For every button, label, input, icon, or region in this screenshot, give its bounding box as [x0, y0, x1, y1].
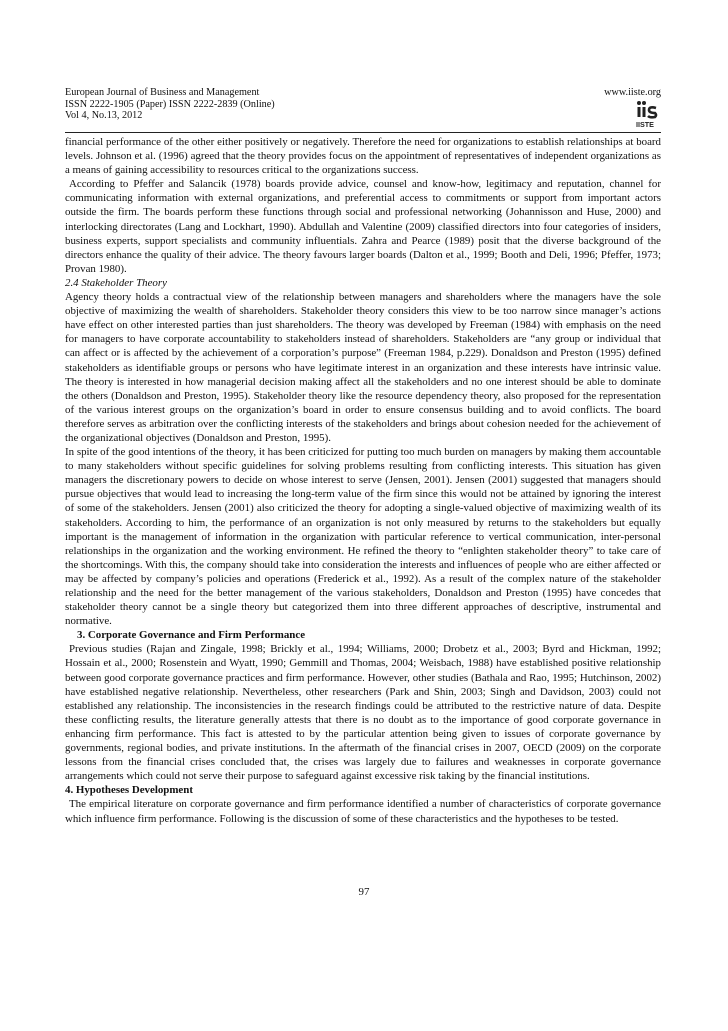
paragraph-previous-studies: Previous studies (Rajan and Zingale, 1998; Brickly et al., 1994; Williams, 2000; Drobetz et al., 2003; Byrd and Hickman, 1992; Hossain et al., 2000; Rosenstein and Wyatt, 1990; Gemmill and Thomas, 2004; Weisbach, 1988) have established positive relationship between good corporate governance practices and firm performance. However, other studies (Bathala and Rao, 1995; Hutchinson, 2002) have established negative relationship. Nevertheless, other researchers (Park and Shin, 2003; Singh and Davidson, 2003) could not established any relationship. The inconsistencies in the research findings could be attributed to the restrictive nature of data. Despite these conflicting results, the literature generally attests that there is no doubt as to the importance of good corporate governance in enhancing firm performance. This fact is attested to by the particular attention being given to issues of corporate governance by governments, regional bodies, and private institutions. In the aftermath of the financial crises in 2007, OECD (2009) on the corporate lessons from the financial crises concluded that, the crises was largely due to failures and weaknesses in corporate governance arrangements which could not serve their purpose to safeguard against excessive risk taking by the financial institutions.	[65, 643, 661, 783]
paragraph-hypotheses-intro: The empirical literature on corporate governance and firm performance identified a number of characteristics of corporate governance which influence firm performance. Following is the discussion of some of these characteristics and the hypotheses to be tested.	[65, 798, 661, 825]
paragraph-stakeholder-criticism: In spite of the good intentions of the theory, it has been criticized for putting too much burden on managers by making them accountable to many stakeholders without specific guidelines for solving problems resulting from conflicting interests. This situation has given managers the discretionary powers to decide on whose interest to serve (Jensen, 2001). Jensen (2001) suggested that managers should pursue objectives that would lead to increasing the long-term value of the firm since this would not be attained by ignoring the interest of some of the stakeholders. Jensen (2001) also criticized the theory for adopting a single-valued objective of maximizing wealth of its stakeholders. According to him, the performance of an organization is not only measured by returns to the stakeholders but equally important is the management of information in the organization with particular reference to vertical communication, inter-personal relationships in the organization and the working environment. He refined the theory to “enlighten stakeholder theory” to take care of the shortcomings. With this, the company should take into consideration the interests and influences of people who are either affected or may be affected by company’s policies and operations (Frederick et al., 1992). As a result of the complex nature of the stakeholder relationship and the need for the better management of the various stakeholders, Donaldson and Preston (1995) have concedes that stakeholder theory cannot be a single theory but categorized them into three different approaches of descriptive, instrumental and normative.	[65, 446, 661, 628]
section-heading-stakeholder-theory: 2.4 Stakeholder Theory	[65, 276, 167, 289]
header-divider	[65, 132, 661, 133]
issn-line: ISSN 2222-1905 (Paper) ISSN 2222-2839 (Online)	[65, 98, 275, 110]
paragraph-resource-dependency: financial performance of the other either positively or negatively. Therefore the need for organizations to establish relationships at board levels. Johnson et al. (1996) agreed that the theory provides focus on the appointment of representatives of independent organizations as a means of gaining accessibility to resources critical to the organizations success.	[65, 136, 661, 177]
article-body	[65, 135, 661, 826]
logo-wordmark: IISTE	[636, 120, 654, 129]
page-number: 97	[358, 886, 370, 898]
journal-url[interactable]: www.iiste.org	[604, 87, 661, 98]
running-header	[65, 87, 661, 122]
paragraph-stakeholder-theory: Agency theory holds a contractual view of the relationship between managers and shareholders where the managers have the sole objective of maximizing the wealth of shareholders. Stakeholder theory considers this view to be too narrow since manager’s actions have effect on other interested parties than just shareholders. The theory was developed by Freeman (1984) with emphasis on the need for managers to have corporate accountability to stakeholders instead of shareholders. Stakeholders are “any group or individual that can affect or is affected by the achievement of a corporation’s purpose” (Freeman 1984, p.229). Donaldson and Preston (1995) defined stakeholders as identifiable groups or persons who have legitimate interest in an organization and these interests have intrinsic value. The theory is interested in how managerial decision making affect all the stakeholders and no one interest should be able to dominate the others (Donaldson and Preston, 1995). Stakeholder theory like the resource dependency theory, also proposed for the representation of the various interest groups on the organization’s board in order to ensure consensus building and to avoid conflicts. The board therefore serves as arbitration over the conflicting interests of the stakeholders and brings about cohesion needed for the achievement of the organizational objectives (Donaldson and Preston, 1995).	[65, 291, 661, 444]
section-heading-corporate-governance: 3. Corporate Governance and Firm Performance	[77, 629, 306, 642]
section-heading-hypotheses: 4. Hypotheses Development	[65, 784, 193, 797]
journal-name: European Journal of Business and Management	[65, 87, 260, 98]
volume-line: Vol 4, No.13, 2012	[65, 110, 143, 121]
paragraph-board-functions: According to Pfeffer and Salancik (1978) boards provide advice, counsel and know-how, legitimacy and reputation, channel for communicating information with external organizations, and preferential access to commitments or support from important actors outside the firm. The boards perform these functions through social and professional networking (Johannisson and Huse, 2000) and interlocking directorates (Lang and Lockhart, 1990). Abdullah and Valentine (2009) classified directors into four categories of insiders, business experts, support specialists and community influentials. Zahra and Pearce (1989) posit that the diverse background of the directors enhance the quality of their advice. The theory favours larger boards (Dalton et al., 1999; Booth and Deli, 1996; Pfeffer, 1973; Provan 1980).	[65, 178, 661, 275]
iiste-logo-icon	[635, 100, 659, 130]
